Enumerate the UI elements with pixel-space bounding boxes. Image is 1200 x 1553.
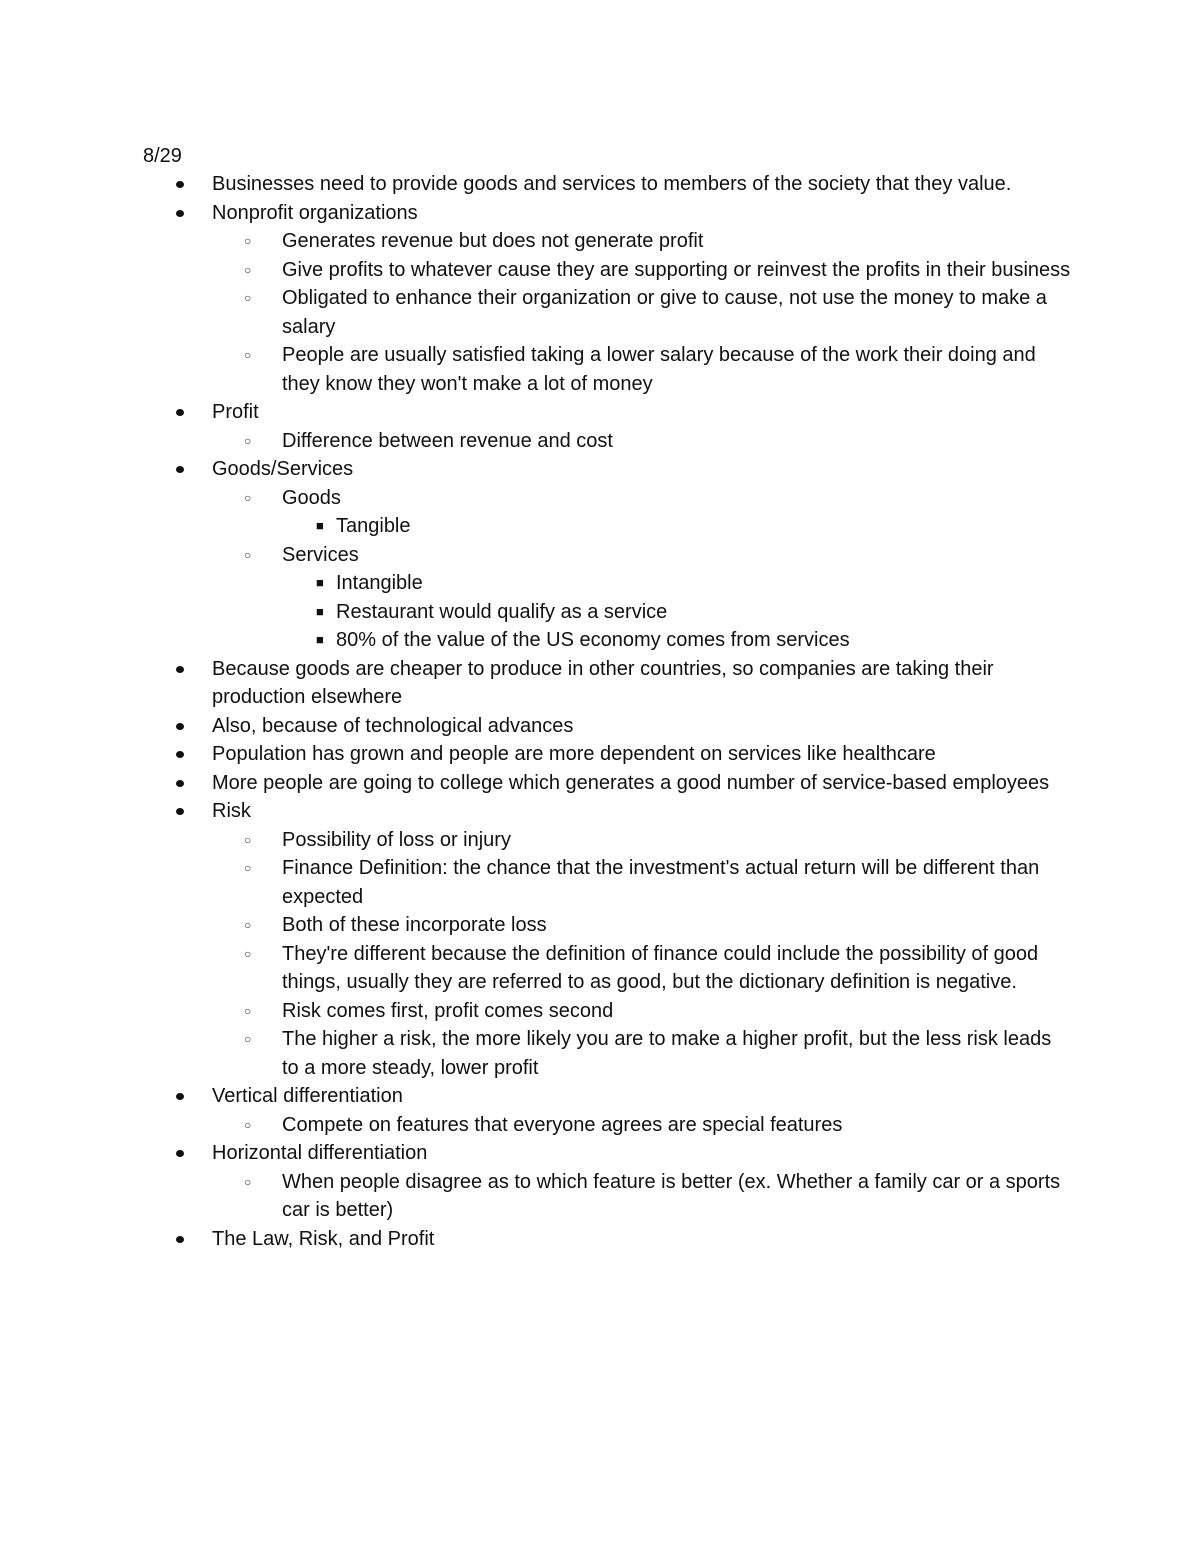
note-date: 8/29: [143, 145, 182, 167]
bullet-item: Population has grown and people are more dependent on services like healthcare: [212, 740, 1072, 769]
bullet-item: Goods/Services: [212, 455, 1072, 484]
bullet-item: Horizontal differentiation: [212, 1139, 1072, 1168]
bullet-item: Because goods are cheaper to produce in other countries, so companies are taking their production elsewhere: [212, 655, 1072, 712]
sub-bullet-item: ○ They're different because the definition of finance could include the possibility of good things, usually they are referred to as good, but the dictionary definition is negative.: [282, 940, 1072, 997]
sub-bullet-item: ○ Compete on features that everyone agrees are special features: [282, 1111, 1072, 1140]
bullet-item: Also, because of technological advances: [212, 712, 1072, 741]
sub-bullet-item: ○ Finance Definition: the chance that the investment's actual return will be different than expected: [282, 854, 1072, 911]
bullet-item: Businesses need to provide goods and services to members of the society that they value.: [212, 170, 1072, 199]
bullet-item: More people are going to college which generates a good number of service-based employees: [212, 769, 1072, 798]
sub-bullet-item: ○ Generates revenue but does not generate profit: [282, 227, 1072, 256]
sub-bullet-item: ○ People are usually satisfied taking a lower salary because of the work their doing and they know they won't make a lot of money: [282, 341, 1072, 398]
sub-bullet-item: ○ When people disagree as to which feature is better (ex. Whether a family car or a sports car is better): [282, 1168, 1072, 1225]
sub-sub-bullet-item: ■ 80% of the value of the US economy comes from services: [336, 626, 1072, 655]
sub-sub-bullet-item: ■ Tangible: [336, 512, 1072, 541]
sub-bullet-item: ○ Risk comes first, profit comes second: [282, 997, 1072, 1026]
sub-bullet-item: ○ Give profits to whatever cause they are supporting or reinvest the profits in their business: [282, 256, 1072, 285]
bullet-item: Vertical differentiation: [212, 1082, 1072, 1111]
sub-sub-bullet-item: ■ Intangible: [336, 569, 1072, 598]
sub-bullet-item: ○ Obligated to enhance their organization or give to cause, not use the money to make a salary: [282, 284, 1072, 341]
sub-sub-bullet-item: ■ Restaurant would qualify as a service: [336, 598, 1072, 627]
sub-bullet-item: ○ Both of these incorporate loss: [282, 911, 1072, 940]
bullet-item: Risk: [212, 797, 1072, 826]
sub-bullet-item: ○ Goods: [282, 484, 1072, 513]
sub-bullet-item: ○ Services: [282, 541, 1072, 570]
bullet-item: Nonprofit organizations: [212, 199, 1072, 228]
bullet-list: [0, 170, 1200, 1253]
bullet-item: Profit: [212, 398, 1072, 427]
sub-bullet-item: ○ Difference between revenue and cost: [282, 427, 1072, 456]
sub-bullet-item: ○ Possibility of loss or injury: [282, 826, 1072, 855]
bullet-item: The Law, Risk, and Profit: [212, 1225, 1072, 1254]
sub-bullet-item: ○ The higher a risk, the more likely you are to make a higher profit, but the less risk leads to a more steady, lower profit: [282, 1025, 1072, 1082]
